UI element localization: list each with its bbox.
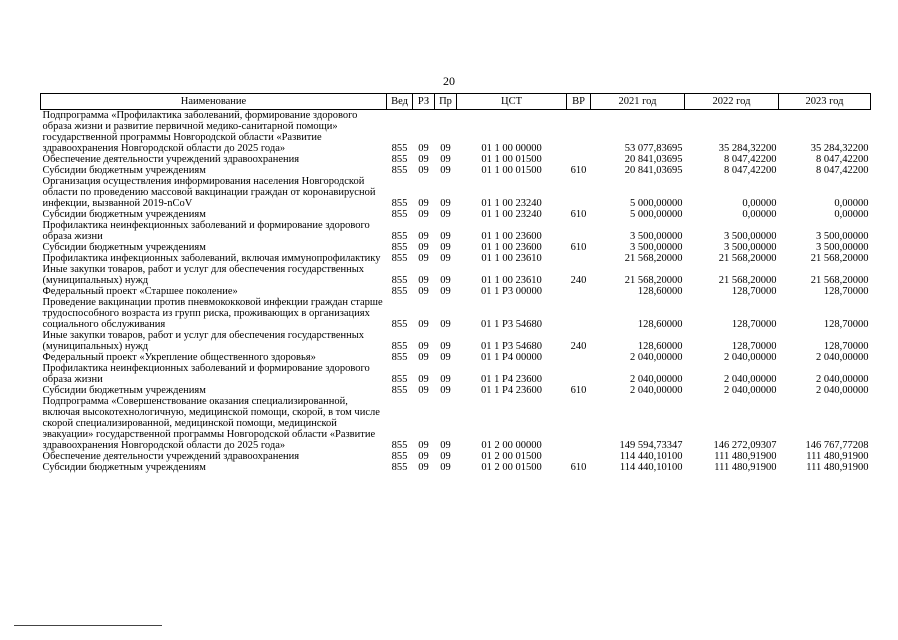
cell-pr: 09 — [440, 231, 451, 242]
cell-2023: 111 480,91900 — [806, 451, 869, 462]
cell-2022: 8 047,42200 — [724, 154, 777, 165]
cell-2021: 20 841,03695 — [624, 154, 683, 165]
cell-rz: 09 — [418, 198, 429, 209]
cell-2021: 5 000,00000 — [630, 209, 683, 220]
cell-cst: 01 2 00 01500 — [481, 462, 542, 473]
cell-name: Субсидии бюджетным учреждениям — [42, 462, 206, 473]
cell-pr: 09 — [440, 286, 451, 297]
cell-vr — [567, 253, 591, 264]
header-2021: 2021 год — [591, 94, 685, 110]
cell-vr — [567, 110, 591, 155]
cell-ved: 855 — [391, 231, 408, 242]
cell-ved: 855 — [391, 374, 408, 385]
header-ved: Вед — [387, 94, 413, 110]
cell-2022: 3 500,00000 — [724, 231, 777, 242]
cell-pr: 09 — [440, 385, 451, 396]
cell-ved: 855 — [391, 165, 408, 176]
cell-2022: 128,70000 — [731, 286, 777, 297]
cell-2021: 114 440,10100 — [619, 462, 683, 473]
cell-pr: 09 — [440, 198, 451, 209]
cell-ved: 855 — [391, 209, 408, 220]
page-number: 20 — [443, 74, 455, 88]
cell-2023: 146 767,77208 — [805, 440, 869, 451]
cell-2023: 8 047,42200 — [816, 165, 869, 176]
cell-2022: 8 047,42200 — [724, 165, 777, 176]
cell-ved: 855 — [391, 462, 408, 473]
header-pr: Пр — [435, 94, 457, 110]
budget-table — [40, 93, 871, 473]
cell-cst: 01 1 00 23610 — [481, 253, 542, 264]
cell-cst: 01 1 00 23600 — [481, 231, 542, 242]
cell-rz: 09 — [418, 462, 429, 473]
cell-ved: 855 — [391, 275, 408, 286]
header-2022: 2022 год — [685, 94, 779, 110]
cell-cst: 01 1 00 23610 — [481, 275, 542, 286]
cell-ved: 855 — [391, 385, 408, 396]
header-vr: ВР — [567, 94, 591, 110]
cell-2023: 2 040,00000 — [816, 374, 869, 385]
header-name: Наименование — [41, 94, 387, 110]
cell-cst: 01 2 00 00000 — [481, 440, 542, 451]
table-row — [41, 110, 871, 155]
cell-name: Иные закупки товаров, работ и услуг для обеспечения государственных (муниципальных) нужд — [42, 330, 365, 352]
cell-vr — [567, 363, 591, 385]
cell-pr: 09 — [440, 242, 451, 253]
cell-rz: 09 — [418, 275, 429, 286]
cell-vr — [567, 220, 591, 242]
cell-rz: 09 — [418, 209, 429, 220]
cell-rz: 09 — [418, 341, 429, 352]
cell-2021: 20 841,03695 — [624, 165, 683, 176]
cell-vr — [567, 352, 591, 363]
cell-name: Федеральный проект «Старшее поколение» — [42, 286, 238, 297]
cell-pr: 09 — [440, 462, 451, 473]
cell-cst: 01 2 00 01500 — [481, 451, 542, 462]
cell-2022: 3 500,00000 — [724, 242, 777, 253]
cell-2023: 2 040,00000 — [816, 352, 869, 363]
cell-vr — [567, 297, 591, 330]
cell-ved: 855 — [391, 143, 408, 154]
cell-2021: 3 500,00000 — [630, 242, 683, 253]
cell-vr: 610 — [570, 209, 587, 220]
cell-ved: 855 — [391, 341, 408, 352]
cell-2022: 2 040,00000 — [724, 385, 777, 396]
footer-rule — [14, 625, 162, 626]
table-row — [41, 330, 871, 352]
header-cst: ЦСТ — [457, 94, 567, 110]
table-row — [41, 462, 871, 473]
cell-2022: 146 272,09307 — [713, 440, 777, 451]
cell-pr: 09 — [440, 319, 451, 330]
cell-rz: 09 — [418, 451, 429, 462]
table-row — [41, 154, 871, 165]
cell-pr: 09 — [440, 209, 451, 220]
cell-name: Профилактика инфекционных заболеваний, включая иммунопрофилактику — [42, 253, 381, 264]
header-rz: РЗ — [413, 94, 435, 110]
cell-2021: 21 568,20000 — [624, 253, 683, 264]
cell-2022: 0,00000 — [742, 209, 777, 220]
cell-2023: 128,70000 — [823, 286, 869, 297]
cell-cst: 01 1 P3 54680 — [481, 319, 542, 330]
cell-2022: 0,00000 — [742, 198, 777, 209]
cell-rz: 09 — [418, 374, 429, 385]
cell-2021: 5 000,00000 — [630, 198, 683, 209]
cell-ved: 855 — [391, 198, 408, 209]
table-row — [41, 385, 871, 396]
cell-2023: 21 568,20000 — [810, 253, 869, 264]
cell-pr: 09 — [440, 451, 451, 462]
cell-ved: 855 — [391, 451, 408, 462]
cell-2022: 111 480,91900 — [714, 462, 777, 473]
cell-name: Профилактика неинфекционных заболеваний и формирование здорового образа жизни — [42, 363, 370, 385]
cell-ved: 855 — [391, 242, 408, 253]
table-row — [41, 176, 871, 209]
cell-cst: 01 1 P4 23600 — [481, 374, 542, 385]
table-row — [41, 165, 871, 176]
cell-pr: 09 — [440, 374, 451, 385]
cell-pr: 09 — [440, 253, 451, 264]
cell-name: Подпрограмма «Профилактика заболеваний, формирование здорового образа жизни и развитие первичной медико-санитарной помощи» государственной программы Новгородской области «Развитие здравоохранения Новгородской области до 2025 года» — [42, 110, 358, 154]
cell-rz: 09 — [418, 253, 429, 264]
cell-rz: 09 — [418, 242, 429, 253]
cell-cst: 01 1 P3 54680 — [481, 341, 542, 352]
cell-cst: 01 1 00 01500 — [481, 154, 542, 165]
cell-2021: 114 440,10100 — [619, 451, 683, 462]
cell-vr: 610 — [570, 462, 587, 473]
cell-vr: 240 — [570, 341, 587, 352]
cell-name: Обеспечение деятельности учреждений здравоохранения — [42, 154, 300, 165]
cell-vr — [567, 154, 591, 165]
cell-rz: 09 — [418, 154, 429, 165]
cell-2023: 3 500,00000 — [816, 242, 869, 253]
cell-vr — [567, 286, 591, 297]
cell-2022: 128,70000 — [731, 341, 777, 352]
table-row — [41, 209, 871, 220]
cell-name: Организация осуществления информирования населения Новгородской области по проведению массовой вакцинации граждан от коронавирусной инфекции, вызванной 2019-nCoV — [42, 176, 376, 209]
cell-2022: 111 480,91900 — [714, 451, 777, 462]
cell-2022: 2 040,00000 — [724, 374, 777, 385]
cell-ved: 855 — [391, 286, 408, 297]
table-row — [41, 220, 871, 242]
cell-ved: 855 — [391, 352, 408, 363]
cell-2023: 0,00000 — [834, 198, 869, 209]
cell-2022: 35 284,32200 — [718, 143, 777, 154]
cell-vr — [567, 396, 591, 451]
table-row — [41, 363, 871, 385]
cell-cst: 01 1 00 23600 — [481, 242, 542, 253]
cell-2023: 21 568,20000 — [810, 275, 869, 286]
cell-rz: 09 — [418, 319, 429, 330]
cell-rz: 09 — [418, 385, 429, 396]
cell-pr: 09 — [440, 341, 451, 352]
cell-name: Иные закупки товаров, работ и услуг для обеспечения государственных (муниципальных) нужд — [42, 264, 365, 286]
cell-2021: 2 040,00000 — [630, 374, 683, 385]
cell-vr: 610 — [570, 242, 587, 253]
cell-pr: 09 — [440, 440, 451, 451]
cell-2021: 3 500,00000 — [630, 231, 683, 242]
table-row — [41, 396, 871, 451]
cell-2021: 128,60000 — [637, 286, 683, 297]
cell-vr — [567, 176, 591, 209]
cell-2021: 149 594,73347 — [619, 440, 683, 451]
cell-name: Проведение вакцинации против пневмококковой инфекции граждан старше трудоспособного возраста из групп риска, проживающих в организациях социального обслуживания — [42, 297, 383, 330]
cell-name: Обеспечение деятельности учреждений здравоохранения — [42, 451, 300, 462]
cell-pr: 09 — [440, 165, 451, 176]
cell-2023: 128,70000 — [823, 341, 869, 352]
cell-2021: 53 077,83695 — [624, 143, 683, 154]
cell-2021: 2 040,00000 — [630, 352, 683, 363]
cell-2023: 2 040,00000 — [816, 385, 869, 396]
cell-pr: 09 — [440, 143, 451, 154]
cell-cst: 01 1 P3 00000 — [481, 286, 542, 297]
cell-ved: 855 — [391, 319, 408, 330]
table-row — [41, 242, 871, 253]
cell-2022: 2 040,00000 — [724, 352, 777, 363]
cell-cst: 01 1 00 23240 — [481, 209, 542, 220]
table-row — [41, 451, 871, 462]
cell-ved: 855 — [391, 440, 408, 451]
cell-2023: 3 500,00000 — [816, 231, 869, 242]
cell-vr: 610 — [570, 165, 587, 176]
cell-2021: 128,60000 — [637, 341, 683, 352]
cell-name: Профилактика неинфекционных заболеваний и формирование здорового образа жизни — [42, 220, 370, 242]
cell-vr: 240 — [570, 275, 587, 286]
cell-cst: 01 1 00 00000 — [481, 143, 542, 154]
cell-pr: 09 — [440, 154, 451, 165]
cell-2022: 128,70000 — [731, 319, 777, 330]
cell-name: Субсидии бюджетным учреждениям — [42, 385, 206, 396]
cell-2022: 21 568,20000 — [718, 253, 777, 264]
cell-vr — [567, 451, 591, 462]
header-2023: 2023 год — [779, 94, 871, 110]
table-row — [41, 286, 871, 297]
cell-2023: 111 480,91900 — [806, 462, 869, 473]
cell-name: Федеральный проект «Укрепление общественного здоровья» — [42, 352, 316, 363]
cell-rz: 09 — [418, 352, 429, 363]
cell-cst: 01 1 00 23240 — [481, 198, 542, 209]
cell-rz: 09 — [418, 440, 429, 451]
cell-rz: 09 — [418, 165, 429, 176]
cell-vr: 610 — [570, 385, 587, 396]
cell-2023: 128,70000 — [823, 319, 869, 330]
cell-2023: 35 284,32200 — [810, 143, 869, 154]
table-row — [41, 297, 871, 330]
cell-cst: 01 1 00 01500 — [481, 165, 542, 176]
cell-rz: 09 — [418, 143, 429, 154]
table-header-row — [41, 94, 871, 110]
table-row — [41, 352, 871, 363]
cell-2023: 0,00000 — [834, 209, 869, 220]
cell-rz: 09 — [418, 286, 429, 297]
cell-ved: 855 — [391, 154, 408, 165]
cell-name: Субсидии бюджетным учреждениям — [42, 165, 206, 176]
cell-2021: 2 040,00000 — [630, 385, 683, 396]
cell-2021: 21 568,20000 — [624, 275, 683, 286]
cell-ved: 855 — [391, 253, 408, 264]
cell-name: Субсидии бюджетным учреждениям — [42, 242, 206, 253]
cell-2022: 21 568,20000 — [718, 275, 777, 286]
cell-name: Подпрограмма «Совершенствование оказания специализированной, включая высокотехнологичную, медицинской помощи, скорой, в том числе скорой специализированной, медицинской помощи, медицинской эвакуации» государственной программы Новгородской области «Развитие здравоохранения Новгородской области до 2025 года» — [42, 396, 380, 451]
cell-cst: 01 1 P4 00000 — [481, 352, 542, 363]
table-row — [41, 253, 871, 264]
table-row — [41, 264, 871, 286]
cell-name: Субсидии бюджетным учреждениям — [42, 209, 206, 220]
cell-rz: 09 — [418, 231, 429, 242]
cell-cst: 01 1 P4 23600 — [481, 385, 542, 396]
cell-pr: 09 — [440, 352, 451, 363]
cell-2021: 128,60000 — [637, 319, 683, 330]
cell-2023: 8 047,42200 — [816, 154, 869, 165]
cell-pr: 09 — [440, 275, 451, 286]
